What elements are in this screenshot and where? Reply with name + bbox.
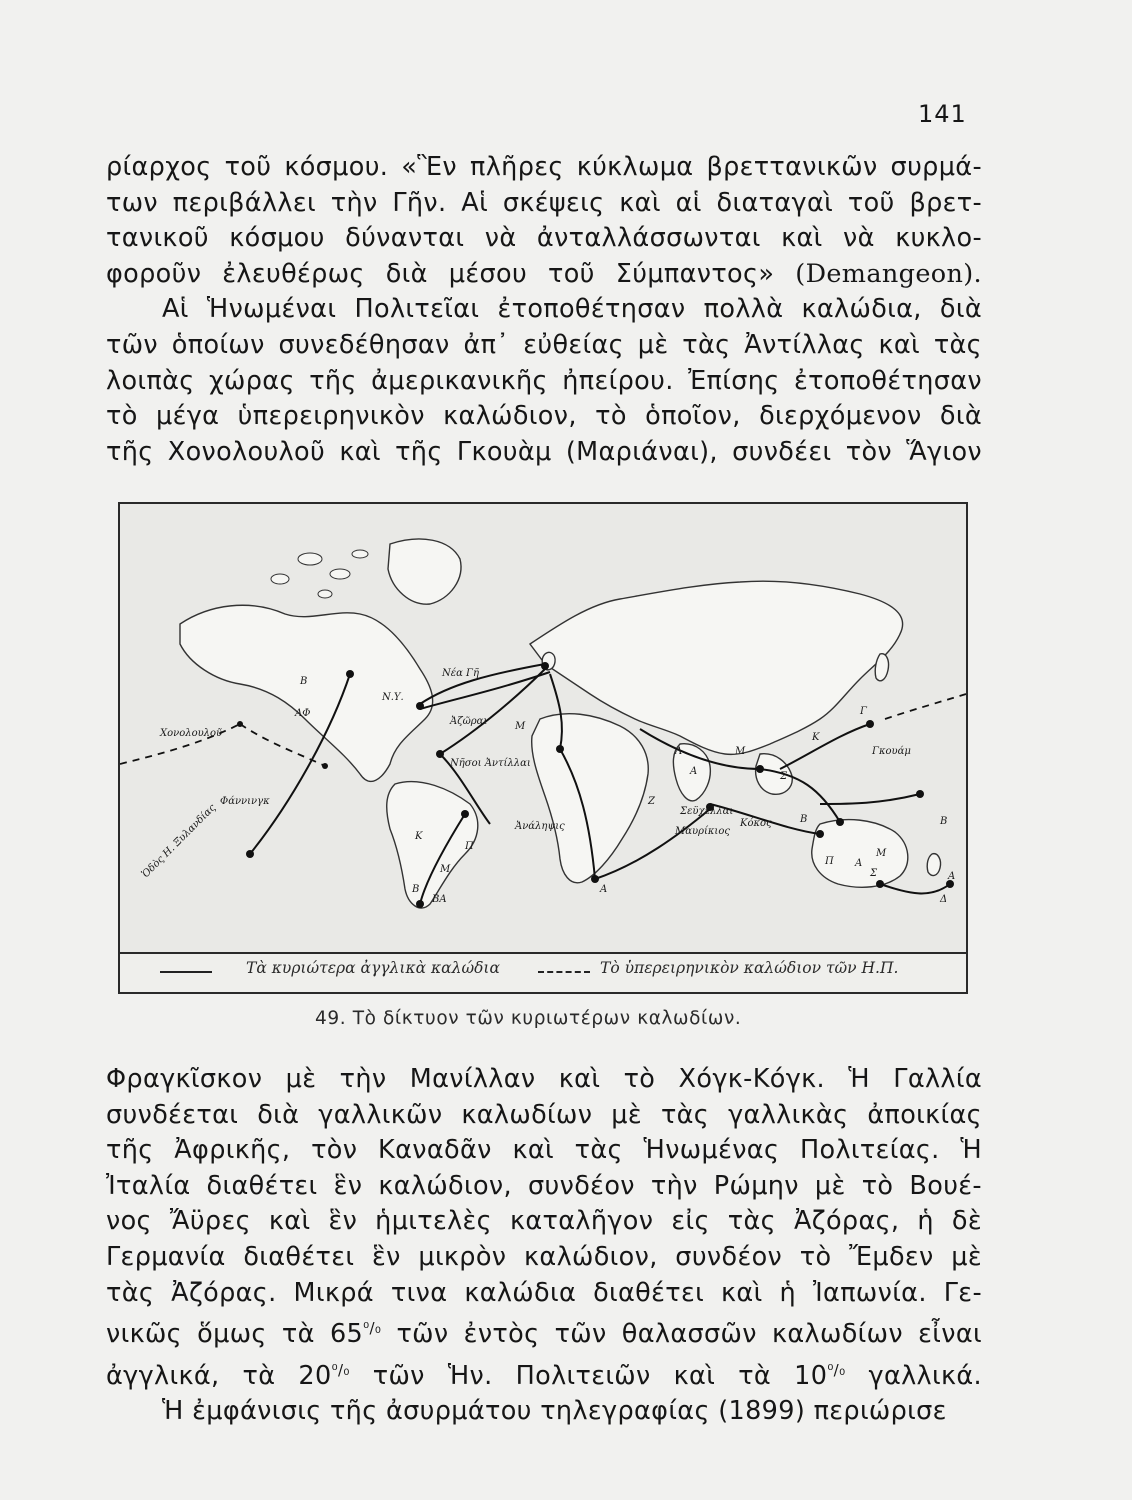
label-honolulu: Χονολουλοῦ bbox=[160, 728, 223, 739]
text-line: Αἱ Ἡνωμέναι Πολιτεῖαι ἐτοποθέτησαν πολλὰ καλώδια, διὰ bbox=[162, 294, 982, 325]
text-line: των περιβάλλει τὴν Γῆν. Αἱ σκέψεις καὶ αἱ διαταγαὶ τοῦ βρετ- bbox=[106, 187, 982, 218]
label-a4: Α bbox=[948, 871, 956, 882]
text-line: τὰς Ἀζόρας. Μικρά τινα καλώδια διαθέτει καὶ ἡ Ἰαπωνία. Γε- bbox=[106, 1277, 982, 1308]
text-line: ρίαρχος τοῦ κόσμου. «Ἓν πλῆρες κύκλωμα βρεττανικῶν συρμά- bbox=[106, 152, 982, 182]
top-paragraphs bbox=[106, 150, 982, 470]
japan bbox=[875, 654, 888, 681]
africa bbox=[532, 714, 649, 883]
text-span: νικῶς ὅμως τὰ 65 bbox=[106, 1319, 364, 1350]
label-p: Π bbox=[465, 841, 474, 852]
label-pacific-route: Ὁδὸς Η. Ξυλανδίας bbox=[140, 802, 219, 881]
label-guam: Γκουάμ bbox=[872, 746, 911, 757]
text-line: τῆς Ἀφρικῆς, τὸν Καναδᾶν καὶ τὰς Ἡνωμένας Πολιτείας. Ἡ bbox=[106, 1135, 982, 1166]
label-a3: Α bbox=[855, 858, 863, 869]
text-span: τῶν ἐντὸς τῶν θαλασσῶν καλωδίων εἶναι bbox=[396, 1319, 982, 1350]
text-line: Ἡ ἐμφάνισις τῆς ἀσυρμάτου τηλεγραφίας (1899) περιώρισε bbox=[162, 1396, 947, 1427]
label-fanning: Φάννινγκ bbox=[220, 796, 270, 807]
percent-sign: ⁰/₀ bbox=[363, 1319, 382, 1338]
label-cocos: Κόκος bbox=[740, 818, 772, 829]
text-span: τῶν Ἡν. Πολιτειῶν καὶ τὰ 10 bbox=[372, 1360, 828, 1391]
label-new-york: Ν.Υ. bbox=[382, 692, 404, 703]
text-span: γαλλικά. bbox=[868, 1360, 982, 1391]
label-a1: Α bbox=[600, 884, 608, 895]
citation: (Demangeon). bbox=[795, 258, 982, 289]
label-g: Γ bbox=[860, 706, 867, 717]
text-line: Ἰταλία διαθέτει ἓν καλώδιον, συνδέον τὴν Ρώμην μὲ τὸ Βουέ- bbox=[106, 1170, 982, 1201]
label-va: ΒΑ bbox=[432, 894, 447, 905]
label-mauritius: Μαυρίκιος bbox=[675, 826, 730, 837]
text-line: Γερμανία διαθέτει ἓν μικρὸν καλώδιον, συνδέον τὸ Ἔμδεν μὲ bbox=[106, 1241, 982, 1272]
percent-sign: ⁰/₀ bbox=[331, 1360, 350, 1379]
text-span: ἀγγλικά, τὰ 20 bbox=[106, 1360, 332, 1391]
figure-caption: 49. Τὸ δίκτυον τῶν κυριωτέρων καλωδίων. bbox=[315, 1008, 742, 1029]
label-seychelles: Σεϋχέλλαι bbox=[680, 806, 734, 817]
text-line bbox=[106, 1311, 982, 1353]
text-line: τὸ μέγα ὑπερειρηνικὸν καλώδιον, τὸ ὁποῖον, διερχόμενον διὰ bbox=[106, 401, 982, 432]
label-af: ΑΦ bbox=[295, 708, 311, 719]
label-m3: Μ bbox=[735, 746, 746, 757]
label-l: Λ bbox=[675, 746, 683, 757]
map-legend bbox=[120, 952, 966, 994]
text-line: τῆς Χονολουλοῦ καὶ τῆς Γκουὰμ (Μαριάναι), συνδέει τὸν Ἅγιον bbox=[106, 436, 982, 467]
label-azores: Ἀζῶραι bbox=[450, 716, 488, 727]
legend-solid-label: Τὰ κυριώτερα ἀγγλικὰ καλώδια bbox=[246, 959, 500, 977]
legend-dashed-line bbox=[538, 971, 590, 973]
label-new-earth: Νέα Γῆ bbox=[442, 668, 479, 679]
legend-solid-line bbox=[160, 971, 212, 973]
new-zealand bbox=[927, 854, 940, 876]
arctic-islands bbox=[271, 550, 368, 598]
bottom-paragraphs bbox=[106, 1062, 982, 1430]
label-b1: Β bbox=[300, 676, 308, 687]
greenland bbox=[388, 539, 461, 604]
label-d: Δ bbox=[940, 894, 948, 905]
text-line: συνδέεται διὰ γαλλικῶν καλωδίων μὲ τὰς γαλλικὰς ἀποικίας bbox=[106, 1099, 982, 1130]
legend-dashed-label: Τὸ ὑπερειρηνικὸν καλώδιον τῶν Η.Π. bbox=[600, 959, 899, 977]
text-line: Φραγκῖσκον μὲ τὴν Μανίλλαν καὶ τὸ Χόγκ-Κόγκ. Ἡ Γαλλία bbox=[106, 1064, 982, 1094]
text-line bbox=[106, 257, 982, 293]
label-ascension: Ἀνάληψις bbox=[515, 821, 565, 832]
text-line: τῶν ὁποίων συνεδέθησαν ἀπ᾽ εὐθείας μὲ τὰς Ἀντίλλας καὶ τὰς bbox=[106, 329, 982, 360]
percent-sign: ⁰/₀ bbox=[827, 1360, 846, 1379]
land-masses bbox=[180, 539, 941, 908]
label-s2: Σ bbox=[870, 868, 878, 879]
label-a2: Α bbox=[690, 766, 698, 777]
australia bbox=[812, 820, 908, 888]
label-k2: Κ bbox=[812, 732, 820, 743]
label-p2: Π bbox=[825, 856, 834, 867]
label-z: Ζ bbox=[648, 796, 655, 807]
cable-map-figure bbox=[118, 502, 968, 994]
text-line: νος Ἄϋρες καὶ ἓν ἡμιτελὲς καταλῆγον εἰς τὰς Ἀζόρας, ἡ δὲ bbox=[106, 1206, 982, 1237]
text-line: λοιπὰς χώρας τῆς ἀμερικανικῆς ἠπείρου. Ἐπίσης ἐτοποθέτησαν bbox=[106, 365, 982, 396]
text-line bbox=[106, 1353, 982, 1395]
label-s: Σ bbox=[780, 771, 788, 782]
text-line: τανικοῦ κόσμου δύνανται νὰ ἀνταλλάσσωνται καὶ νὰ κυκλο- bbox=[106, 223, 982, 254]
label-m: Μ bbox=[440, 864, 451, 875]
label-b3: Β bbox=[800, 814, 808, 825]
label-b4: Β bbox=[940, 816, 948, 827]
label-m4: Μ bbox=[876, 848, 887, 859]
page-number: 141 bbox=[918, 100, 967, 128]
label-antilles: Νῆσοι Ἀντίλλαι bbox=[450, 758, 531, 769]
world-map bbox=[120, 504, 966, 952]
label-m2: Μ bbox=[515, 721, 526, 732]
text-span: φοροῦν ἐλευθέρως διὰ μέσου τοῦ Σύμπαντος» bbox=[106, 258, 775, 289]
label-k: Κ bbox=[415, 831, 423, 842]
label-b2: Β bbox=[412, 884, 420, 895]
